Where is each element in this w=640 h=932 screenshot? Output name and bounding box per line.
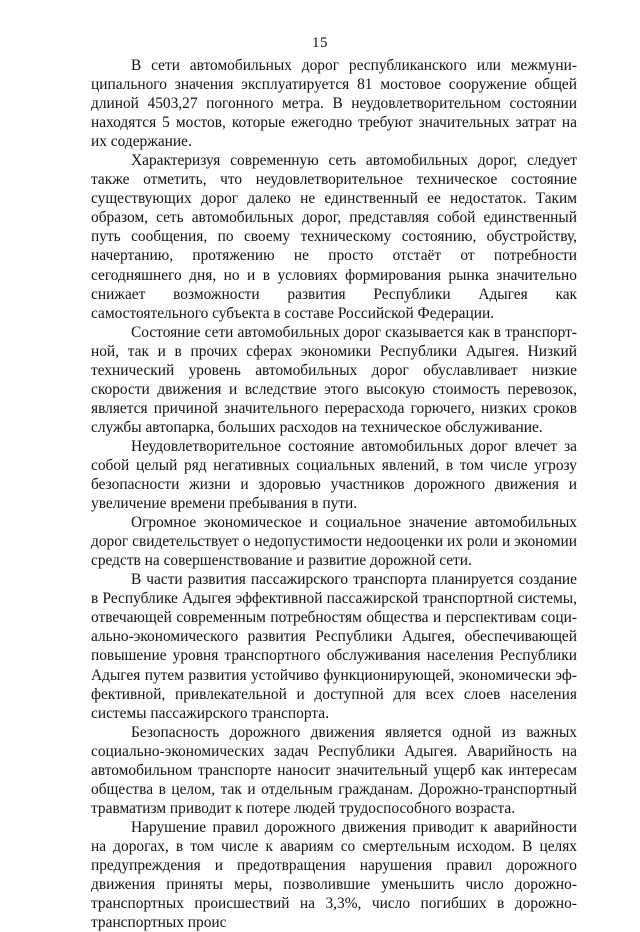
paragraph-road-network: Характеризуя современную сеть автомобильных дорог, следует также отметить, что неудовлетворительное техническое состояние существующих дорог далеко не единственный ее недостаток. Таким образом, сеть автомобильных дорог, представляя собой единственный путь сообщения, по своему техническому состоянию, обустройству, начертанию, протяжению не просто отстаёт от потребности сегодняшнего дня, но и в условиях формирования рынка значительно снижает возможности развития Республики Адыгея как самостоятельного субъекта в составе Российской Федерации. [91,152,577,322]
paragraph-traffic-violations: Нарушение правил дорожного движения приводит к аварийности на дорогах, в том числе к авариям со смертельным исходом. В целях предупреждения и предотвращения нарушения правил дорожного движения приняты меры, позволившие уменьшить число дорожно-транспортных происшествий на 3,3%, число погибших в дорожно-транспортных проис [91,818,577,932]
paragraph-road-safety: Безопасность дорожного движения является одной из важных социально-экономических задач Республики Адыгея. Аварийность на автомобильном транспорте наносит значительный ущерб как интересам общества в целом, так и отдельным гражданам. Дорожно-транспортный травматизм приводит к потере людей трудоспособного возраста. [91,723,577,817]
page-number: 15 [312,35,328,51]
paragraph-importance: Огромное экономическое и социальное значение автомобильных дорог свидетельствует о недопустимости недооценки их роли и экономии средств на совершенствование и развитие дорожной сети. [91,514,577,570]
paragraph-economy-impact: Состояние сети автомобильных дорог сказывается как в транспортной, так и в прочих сферах экономики Республики Адыгея. Низкий технический уровень автомобильных дорог обуславливает низкие скорости движения и вследствие этого высокую стоимость перевозок, является причиной значительного перерасхода горючего, низких сроков службы автопарка, больших расходов на техническое обслуживание. [91,323,577,436]
paragraph-passenger-transport: В части развития пассажирского транспорта планируется создание в Республике Адыгея эффективной пассажирской транспортной системы, отвечающей современным потребностям общества и перспективам социально-экономического развития Республики Адыгея, обеспечивающей повышение уровня транспортного обслуживания населения Республики Адыгея путем развития устойчиво функционирующей, экономически эффективной, привлекательной и доступной для всех слоев населения системы пассажирского транспорта. [91,571,577,722]
page-body [91,56,577,932]
paragraph-social-effects: Неудовлетворительное состояние автомобильных дорог влечет за собой целый ряд негативных социальных явлений, в том числе угрозу безопасности жизни и здоровью участников дорожного движения и увеличение времени пребывания в пути. [91,437,577,513]
paragraph-bridges: В сети автомобильных дорог республиканского или межмуниципального значения эксплуатируется 81 мостовое сооружение общей длиной 4503,27 погонного метра. В неудовлетворительном состоянии находятся 5 мостов, которые ежегодно требуют значительных затрат на их содержание. [91,57,577,151]
